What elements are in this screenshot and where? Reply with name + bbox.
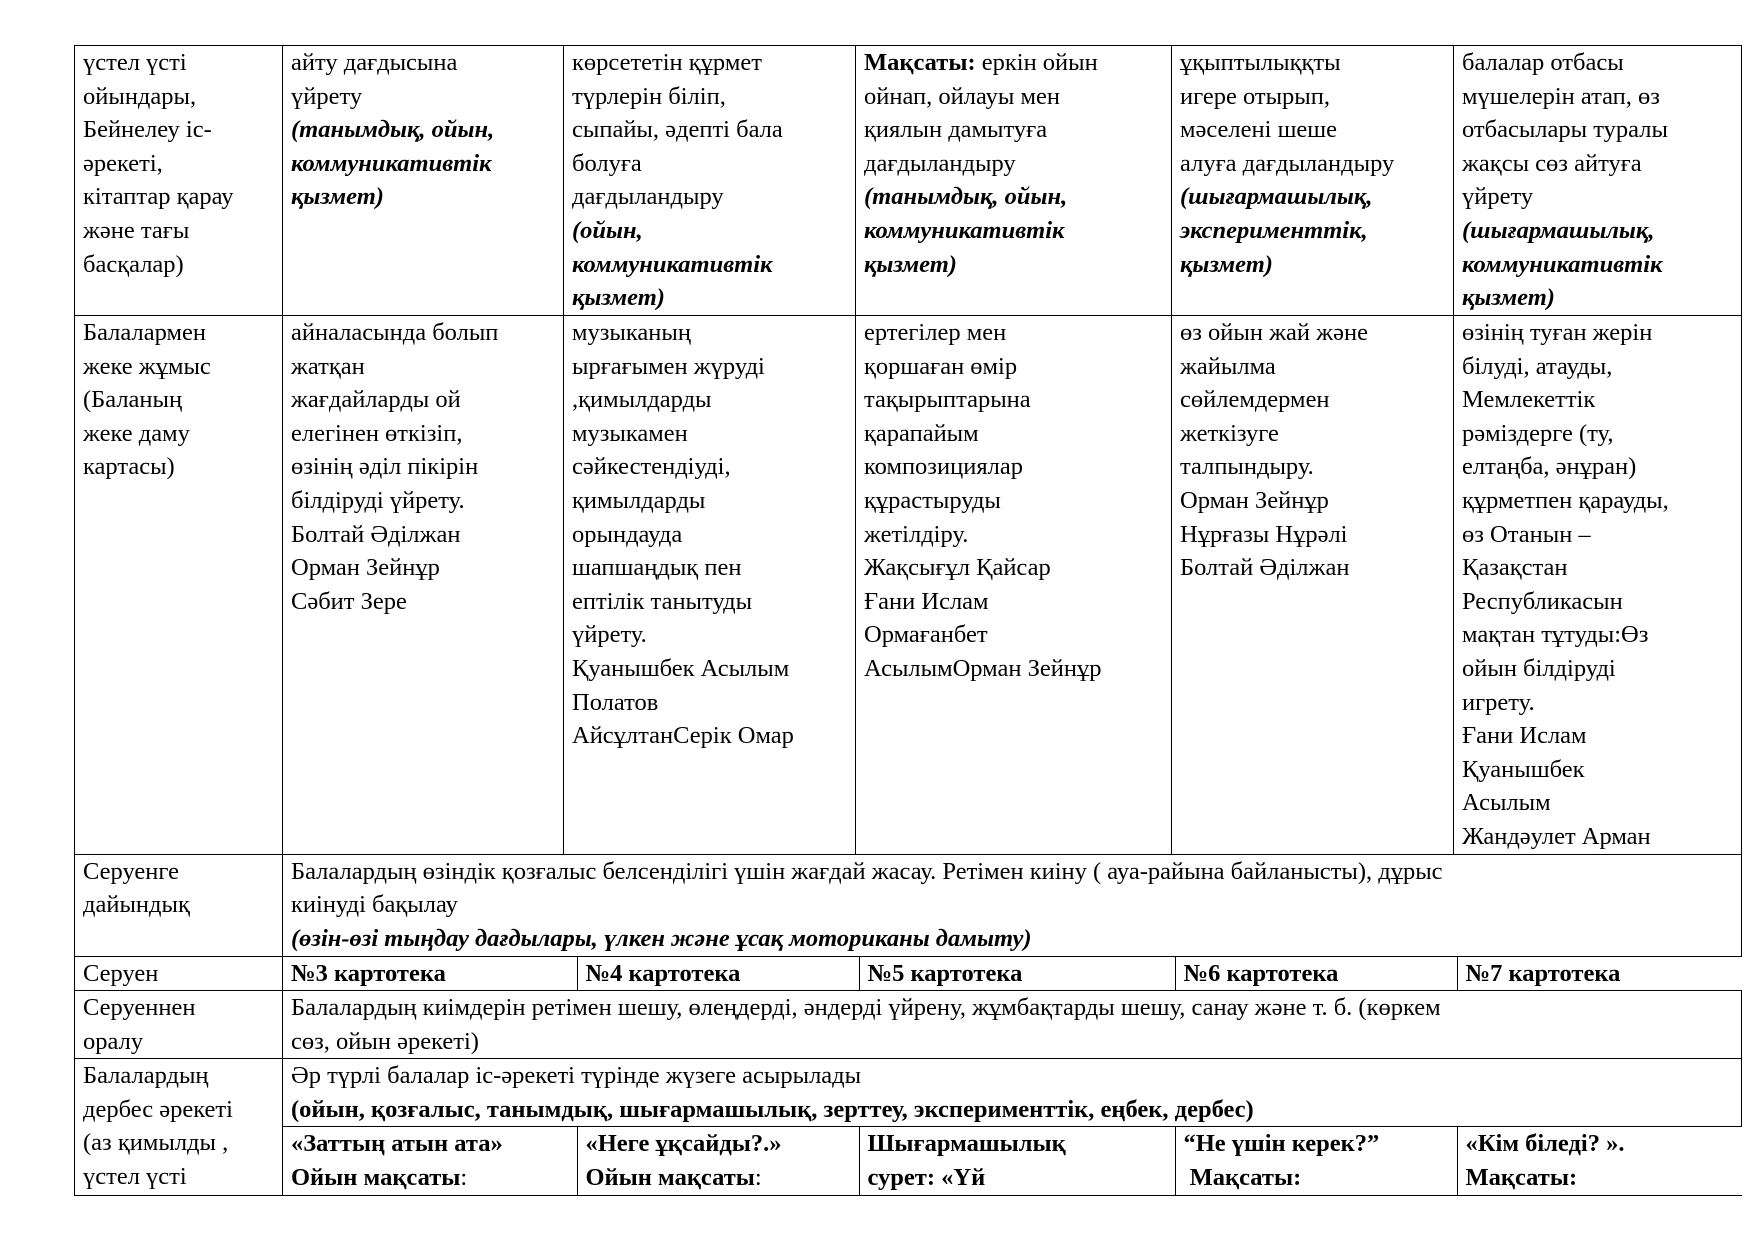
cell-individual-4: өз ойын жай және жайылма сөйлемдермен жеткізуге талпындыру. Орман Зейнұр Нұрғазы Нұрәлі Болтай Әділжан xyxy=(1172,316,1454,855)
walk-subtable xyxy=(283,957,1742,991)
cell-walk-5: №7 картотека xyxy=(1457,957,1742,991)
independent-subtable xyxy=(283,1127,1742,1195)
row-label-walk: Серуен xyxy=(75,956,283,991)
row-independent xyxy=(75,1059,1742,1196)
cell-walk-4: №6 картотека xyxy=(1175,957,1457,991)
row-label-walk-return: Серуеннен оралу xyxy=(75,991,283,1059)
row-individual-work xyxy=(75,316,1742,855)
row-walk-prep xyxy=(75,854,1742,956)
cell-individual-2: музыканың ырғағымен жүруді ,қимылдарды музыкамен сәйкестендіуді, қимылдарды орындауда шапшаңдық пен ептілік танытуды үйрету. Қуанышбек Асылым Полатов АйсұлтанСерік Омар xyxy=(564,316,856,855)
cell-table-games-3: Мақсаты: еркін ойын ойнап, ойлауы мен қиялын дамытуға дағдыландыру (танымдық, ойын, коммуникативтік қызмет) xyxy=(856,46,1172,316)
row-label-individual-work: Балалармен жеке жұмыс (Баланың жеке даму картасы) xyxy=(75,316,283,855)
cell-individual-3: ертегілер мен қоршаған өмір тақырыптарына қарапайым композициялар құрастыруды жетілдіру. Жақсығұл Қайсар Ғани Ислам Ормағанбет АсылымОрман Зейнұр xyxy=(856,316,1172,855)
plan-table xyxy=(74,45,1742,1196)
cell-walk-prep: Балалардың өзіндік қозғалыс белсенділігі үшін жағдай жасау. Ретімен киіну ( ауа-райына байланысты), дұрыс киінуді бақылау (өзін-өзі тыңдау дағдылары, үлкен және ұсақ моториканы дамыту) xyxy=(283,854,1742,956)
cell-walk-3: №5 картотека xyxy=(859,957,1175,991)
cell-walk-2: №4 картотека xyxy=(577,957,859,991)
cell-table-games-5: балалар отбасы мүшелерін атап, өз отбасылары туралы жақсы сөз айтуға үйрету (шығармашылық, коммуникативтік қызмет) xyxy=(1454,46,1742,316)
cell-individual-5: өзінің туған жерін білуді, атауды, Мемлекеттік рәміздерге (ту, елтаңба, әнұран) құрметпен қарауды, өз Отанын – Қазақстан Республикасын мақтан тұтуды:Өз ойын білдіруді игрету. Ғани Ислам Қуанышбек Асылым Жандәулет Арман xyxy=(1454,316,1742,855)
row-walk-return xyxy=(75,991,1742,1059)
cell-independent-2: «Неге ұқсайды?.» Ойын мақсаты: xyxy=(577,1127,859,1195)
cell-individual-1: айналасында болып жатқан жағдайларды ой елегінен өткізіп, өзінің әділ пікірін білдіруді үйрету. Болтай Әділжан Орман Зейнұр Сәбит Зере xyxy=(283,316,564,855)
row-label-independent: Балалардың дербес әрекеті (аз қимылды , үстел үсті xyxy=(75,1059,283,1196)
row-table-games xyxy=(75,46,1742,316)
row-label-walk-prep: Серуенге дайындық xyxy=(75,854,283,956)
cell-independent-1: «Заттың атын ата» Ойын мақсаты: xyxy=(283,1127,577,1195)
cell-independent-5: «Кім біледі? ». Мақсаты: xyxy=(1457,1127,1742,1195)
independent-intro: Әр түрлі балалар іс-әрекеті түрінде жүзеге асырылады (ойын, қозғалыс, танымдық, шығармашылық, зерттеу, эксперименттік, еңбек, дербес) xyxy=(283,1059,1742,1127)
row-walk xyxy=(75,956,1742,991)
cell-walk-1: №3 картотека xyxy=(283,957,577,991)
cell-table-games-2: көрсететін құрмет түрлерін біліп, сыпайы, әдепті бала болуға дағдыландыру (ойын, коммуникативтік қызмет) xyxy=(564,46,856,316)
cell-independent-3: Шығармашылық сурет: «Үй xyxy=(859,1127,1175,1195)
cell-independent-4: “Не үшін керек?” Мақсаты: xyxy=(1175,1127,1457,1195)
row-label-table-games: үстел үсті ойындары, Бейнелеу іс- әрекеті, кітаптар қарау және тағы басқалар) xyxy=(75,46,283,316)
cell-table-games-4: ұқыптылыққты игере отырып, мәселені шеше алуға дағдыландыру (шығармашылық, эксперименттік, қызмет) xyxy=(1172,46,1454,316)
cell-walk-return: Балалардың киімдерін ретімен шешу, өлеңдерді, әндерді үйрену, жұмбақтарды шешу, санау және т. б. (көркем сөз, ойын әрекеті) xyxy=(283,991,1742,1059)
cell-table-games-1: айту дағдысына үйрету (танымдық, ойын, коммуникативтік қызмет) xyxy=(283,46,564,316)
